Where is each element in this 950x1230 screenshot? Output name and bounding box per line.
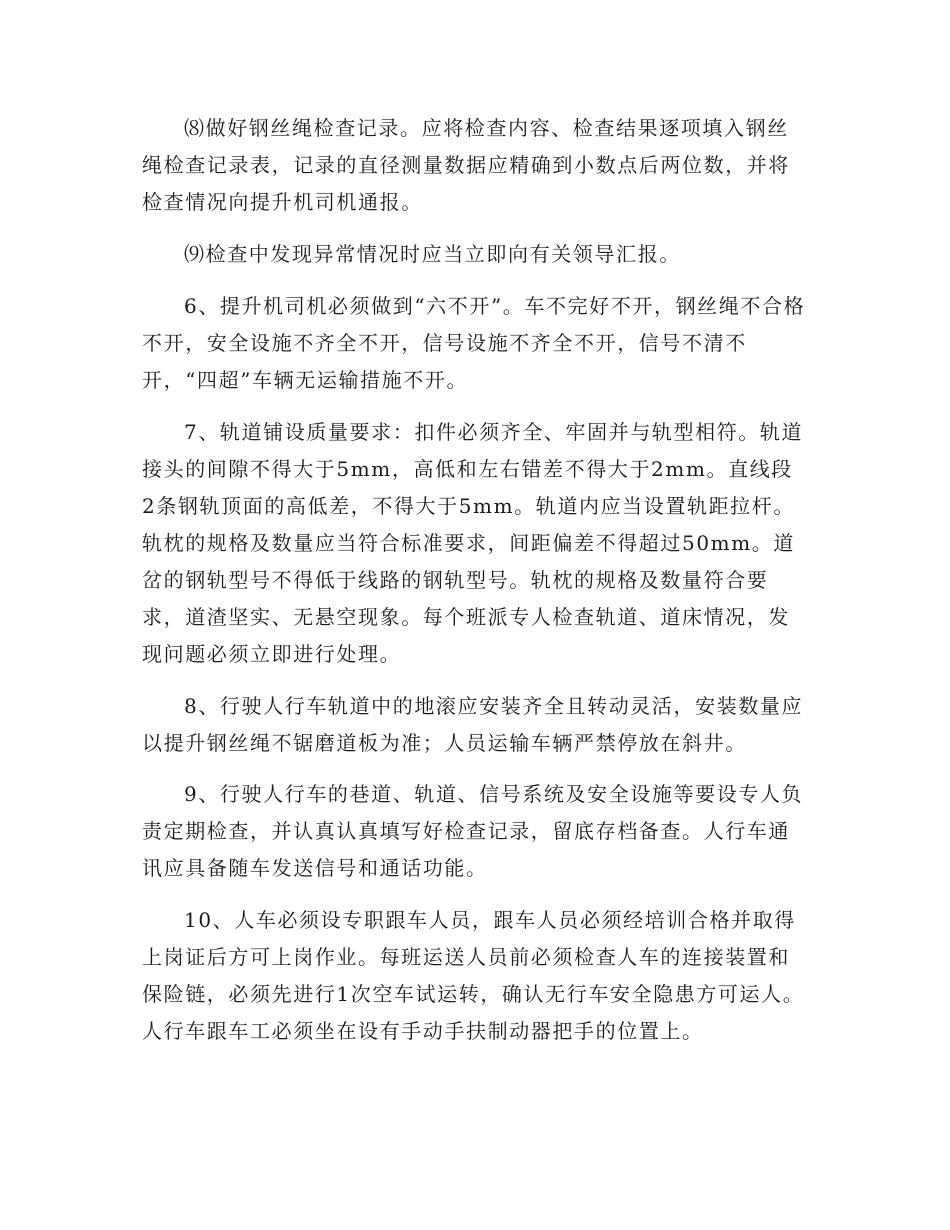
paragraph-escort-personnel: 10、人车必须设专职跟车人员，跟车人员必须经培训合格并取得上岗证后方可上岗作业。每班运送人员前必须检查人车的连接装置和保险链，必须先进行1次空车试运转，确认无行车安全隐患方可运人。人行车跟车工必须坐在设有手动手扶制动器把手的位置上。 <box>142 908 805 1043</box>
paragraph-report-abnormal: ⑼检查中发现异常情况时应当立即向有关领导汇报。 <box>184 242 681 266</box>
paragraph-periodic-inspection: 9、行驶人行车的巷道、轨道、信号系统及安全设施等要设专人负责定期检查，并认真认真填写好检查记录，留底存档备查。人行车通讯应具备随车发送信号和通话功能。 <box>142 782 804 880</box>
paragraph-six-no-start: 6、提升机司机必须做到“六不开”。车不完好不开，钢丝绳不合格不开，安全设施不齐全不开，信号设施不齐全不开，信号不清不开，“四超”车辆无运输措施不开。 <box>142 294 806 392</box>
paragraph-ground-rollers: 8、行驶人行车轨道中的地滚应安装齐全且转动灵活，安装数量应以提升钢丝绳不锯磨道板为准；人员运输车辆严禁停放在斜井。 <box>142 694 804 755</box>
paragraph-track-quality: 7、轨道铺设质量要求：扣件必须齐全、牢固并与轨型相符。轨道接头的间隙不得大于5mm，高低和左右错差不得大于2mm。直线段2条钢轨顶面的高低差，不得大于5mm。轨道内应当设置轨距拉杆。轨枕的规格及数量应当符合标准要求，间距偏差不得超过50mm。道岔的钢轨型号不得低于线路的钢轨型号。轨枕的规格及数量符合要求，道渣坚实、无悬空现象。每个班派专人检查轨道、道床情况，发现问题必须立即进行处理。 <box>142 420 804 666</box>
paragraph-wire-rope-record: ⑻做好钢丝绳检查记录。应将检查内容、检查结果逐项填入钢丝绳检查记录表，记录的直径测量数据应精确到小数点后两位数，并将检查情况向提升机司机通报。 <box>142 116 790 214</box>
